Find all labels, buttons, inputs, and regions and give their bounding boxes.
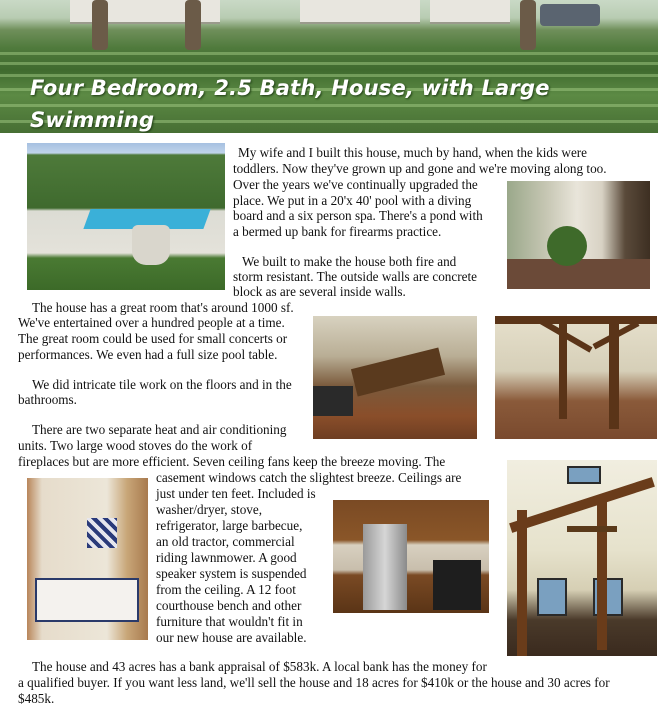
text-line: toddlers. Now they've grown up and gone and we're moving along too. — [233, 161, 607, 176]
text-line: just under ten feet. Included is — [156, 486, 316, 501]
text-line: refrigerator, large barbecue, — [156, 518, 303, 533]
text-line: a qualified buyer. If you want less land, we'll sell the house and 18 acres for $410k or the house and 30 acres for — [18, 675, 610, 690]
text-line: The house and 43 acres has a bank appraisal of $583k. A local bank has the money for — [32, 659, 487, 674]
courtyard-photo — [507, 181, 650, 289]
great-room-bench-photo — [313, 316, 477, 439]
text-line: block as are several inside walls. — [233, 284, 406, 299]
text-line: from the ceiling. A 12 foot — [156, 582, 296, 597]
text-line: a bermed up bank for firearms practice. — [233, 224, 442, 239]
text-line: speaker system is suspended — [156, 566, 307, 581]
header-banner-photo — [0, 0, 658, 133]
bathroom-photo — [27, 478, 148, 640]
text-line: bathrooms. — [18, 392, 77, 407]
text-line: $485k. — [18, 691, 55, 706]
great-room-photo — [495, 316, 657, 439]
text-line: The house has a great room that's around 1000 sf. — [32, 300, 294, 315]
text-line: riding lawnmower. A good — [156, 550, 297, 565]
text-line: furniture that wouldn't fit in — [156, 614, 303, 629]
text-line: We did intricate tile work on the floors and in the — [32, 377, 292, 392]
pool-photo — [27, 143, 225, 290]
text-line: casement windows catch the slightest breeze. Ceilings are — [156, 470, 462, 485]
text-line: washer/dryer, stove, — [156, 502, 263, 517]
page-title — [30, 72, 650, 133]
text-line: Over the years we've continually upgraded the — [233, 177, 478, 192]
title-line-1: Four Bedroom, 2.5 Bath, House, with Large Swimming — [30, 76, 550, 132]
living-room-photo — [507, 460, 657, 656]
text-line: We've entertained over a hundred people at a time. — [18, 315, 285, 330]
text-line: board and a six person spa. There's a pond with — [233, 208, 483, 223]
text-line: fireplaces but are more efficient. Seven ceiling fans keep the breeze moving. The — [18, 454, 446, 469]
text-line: courthouse bench and other — [156, 598, 302, 613]
text-line: place. We put in a 20'x 40' pool with a diving — [233, 193, 472, 208]
text-line: We built to make the house both fire and — [242, 254, 457, 269]
text-line: our new house are available. — [156, 630, 307, 645]
text-line: units. Two large wood stoves do the work of — [18, 438, 253, 453]
text-line: My wife and I built this house, much by hand, when the kids were — [238, 145, 588, 160]
text-line: an old tractor, commercial — [156, 534, 295, 549]
text-line: The great room could be used for small concerts or — [18, 331, 288, 346]
text-line: performances. We even had a full size pool table. — [18, 347, 278, 362]
text-line: storm resistant. The outside walls are concrete — [233, 269, 478, 284]
kitchen-photo — [333, 500, 489, 613]
text-line: There are two separate heat and air conditioning — [32, 422, 287, 437]
